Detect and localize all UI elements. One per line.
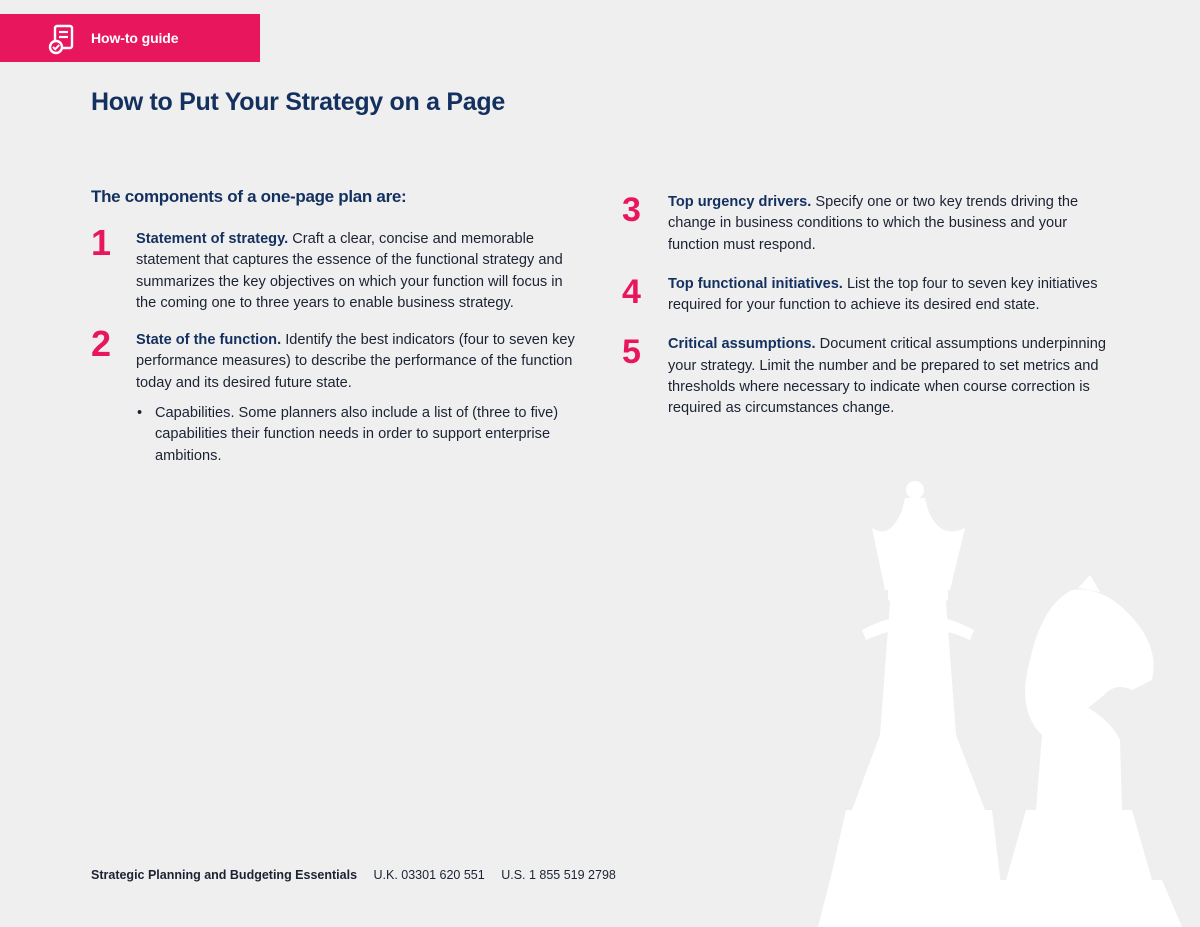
- chess-pieces-icon: [810, 480, 1200, 927]
- intro-heading: The components of a one-page plan are:: [91, 187, 407, 206]
- item-body: [136, 229, 581, 314]
- footer: [91, 868, 616, 882]
- footer-us-phone: U.S. 1 855 519 2798: [501, 868, 616, 882]
- item-text: Identify the best indicators (four to seven key performance measures) to describe the performance of the function today and its desired future state.: [136, 332, 575, 391]
- bullet-marker: •: [137, 405, 143, 422]
- component-item-1: [91, 222, 581, 314]
- item-text: List the top four to seven key initiatives required for your function to achieve its desired end state.: [668, 275, 1098, 314]
- footer-brand: Strategic Planning and Budgeting Essentials: [91, 868, 358, 882]
- component-item-4: [622, 274, 1122, 317]
- item-number: 5: [622, 333, 641, 372]
- item-text: Craft a clear, concise and memorable statement that captures the essence of the functional strategy and summarizes the key objectives on which your function will focus in the coming one to three years to enable business strategy.: [136, 231, 563, 311]
- item-text: Specify one or two key trends driving the change in business conditions to which the business and your function must respond.: [668, 194, 1079, 253]
- component-item-5: [622, 334, 1122, 419]
- item-body: [136, 330, 581, 394]
- item-body: [668, 192, 1122, 256]
- item-number: 3: [622, 191, 641, 229]
- bullet-item: [136, 403, 581, 467]
- item-number: 2: [91, 323, 112, 365]
- guide-type-label: How-to guide: [91, 30, 179, 46]
- footer-uk-phone: U.K. 03301 620 551: [373, 868, 485, 882]
- item-heading: Top urgency drivers.: [668, 194, 812, 210]
- item-text: Document critical assumptions underpinning your strategy. Limit the number and be prepared to set metrics and thresholds where necessary to indicate when course correction is required as circumstances change.: [668, 336, 1107, 417]
- page-title: How to Put Your Strategy on a Page: [91, 88, 505, 116]
- item-heading: Top functional initiatives.: [668, 275, 843, 292]
- item-body: [668, 274, 1122, 317]
- item-number: 1: [91, 222, 112, 263]
- component-item-2: [91, 323, 581, 467]
- document-badge-icon: [46, 23, 78, 55]
- bullet-text: Capabilities. Some planners also include a list of (three to five) capabilities their function needs in order to support enterprise ambitions.: [155, 405, 559, 464]
- item-heading: State of the function.: [136, 332, 282, 349]
- guide-type-banner: [0, 14, 260, 62]
- item-number: 4: [622, 272, 641, 311]
- component-item-3: [622, 192, 1122, 256]
- left-column: [91, 187, 581, 483]
- item-body: [668, 334, 1122, 419]
- item-heading: Statement of strategy.: [136, 231, 289, 247]
- item-heading: Critical assumptions.: [668, 336, 816, 353]
- right-column: [622, 192, 1122, 438]
